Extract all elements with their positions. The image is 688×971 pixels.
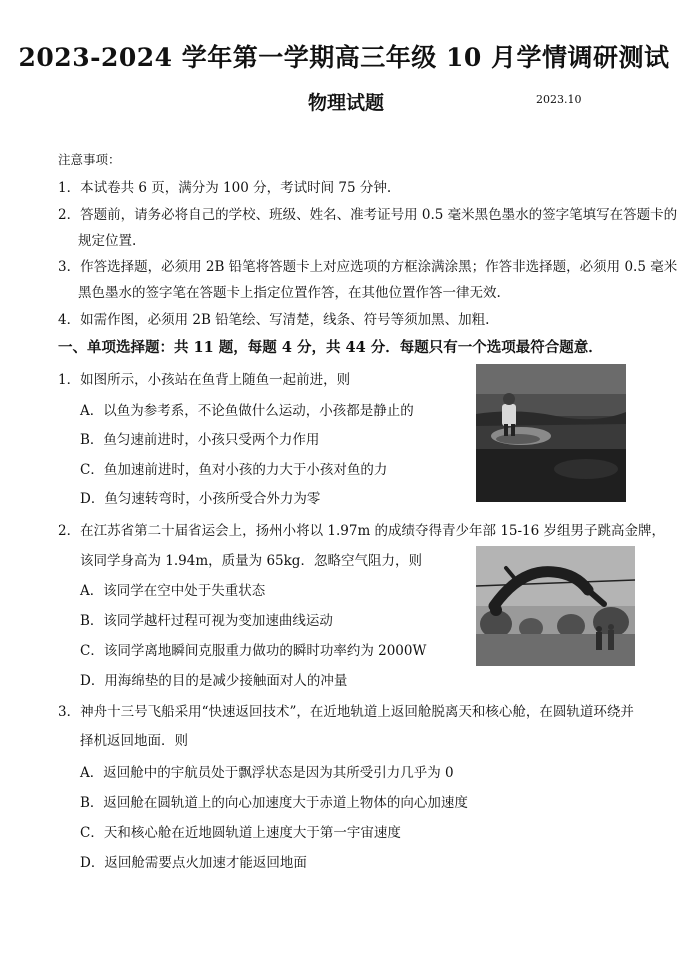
question-1-option-b: B．鱼匀速前进时，小孩只受两个力作用 (80, 432, 320, 448)
question-3-option-a: A．返回舱中的宇航员处于飘浮状态是因为其所受引力几乎为 0 (80, 765, 454, 781)
question-1-option-a: A．以鱼为参考系，不论鱼做什么运动，小孩都是静止的 (80, 403, 414, 419)
question-1-option-d: D．鱼匀速转弯时，小孩所受合外力为零 (80, 491, 321, 507)
section-title: 一、单项选择题：共 11 题，每题 4 分，共 44 分．每题只有一个选项最符合题意． (58, 339, 603, 356)
question-1-stem: 1．如图所示，小孩站在鱼背上随鱼一起前进，则 (58, 372, 351, 388)
question-1-photo (476, 364, 626, 502)
question-2-stem-line-1: 2．在江苏省第二十届省运会上，扬州小将以 1.97m 的成绩夺得青少年部 15-16 岁组男子跳高金牌， (58, 523, 666, 539)
question-2-option-d: D．用海绵垫的目的是减少接触面对人的冲量 (80, 673, 348, 689)
notice-heading: 注意事项： (58, 152, 121, 167)
question-3-option-c: C．天和核心舱在近地圆轨道上速度大于第一宇宙速度 (80, 825, 401, 841)
question-3-option-b: B．返回舱在圆轨道上的向心加速度大于赤道上物体的向心加速度 (80, 795, 468, 811)
question-2-option-a: A．该同学在空中处于失重状态 (80, 583, 266, 599)
question-1-option-c: C．鱼加速前进时，鱼对小孩的力大于小孩对鱼的力 (80, 462, 388, 478)
exam-title: 2023-2024 学年第一学期高三年级 10 月学情调研测试 (18, 43, 670, 72)
exam-subtitle: 物理试题 (308, 92, 385, 114)
question-3-option-d: D．返回舱需要点火加速才能返回地面 (80, 855, 307, 871)
question-2-stem-line-2: 该同学身高为 1.94m，质量为 65kg．忽略空气阻力，则 (80, 553, 422, 569)
exam-date: 2023.10 (536, 93, 582, 106)
question-2-option-c: C．该同学离地瞬间克服重力做功的瞬时功率约为 2000W (80, 643, 427, 659)
notice-item: 3．作答选择题，必须用 2B 铅笔将答题卡上对应选项的方框涂满涂黑；作答非选择题，必须用 0.5 毫米 (58, 259, 678, 275)
question-2-option-b: B．该同学越杆过程可视为变加速曲线运动 (80, 613, 333, 629)
notice-item: 规定位置. (78, 233, 137, 249)
question-3-stem-line-1: 3．神舟十三号飞船采用“快速返回技术”，在近地轨道上返回舱脱离天和核心舱，在圆轨道环绕并 (58, 704, 634, 720)
notice-item: 4．如需作图，必须用 2B 铅笔绘、写清楚，线条、符号等须加黑、加粗. (58, 312, 490, 328)
question-2-photo (476, 546, 635, 666)
question-3-stem-line-2: 择机返回地面．则 (80, 733, 188, 749)
notice-item: 黑色墨水的签字笔在答题卡上指定位置作答，在其他位置作答一律无效. (78, 285, 501, 301)
notice-item: 2．答题前，请务必将自己的学校、班级、姓名、准考证号用 0.5 毫米黑色墨水的签字笔填写在答题卡的 (58, 207, 678, 223)
notice-item: 1．本试卷共 6 页，满分为 100 分，考试时间 75 分钟. (58, 180, 392, 196)
